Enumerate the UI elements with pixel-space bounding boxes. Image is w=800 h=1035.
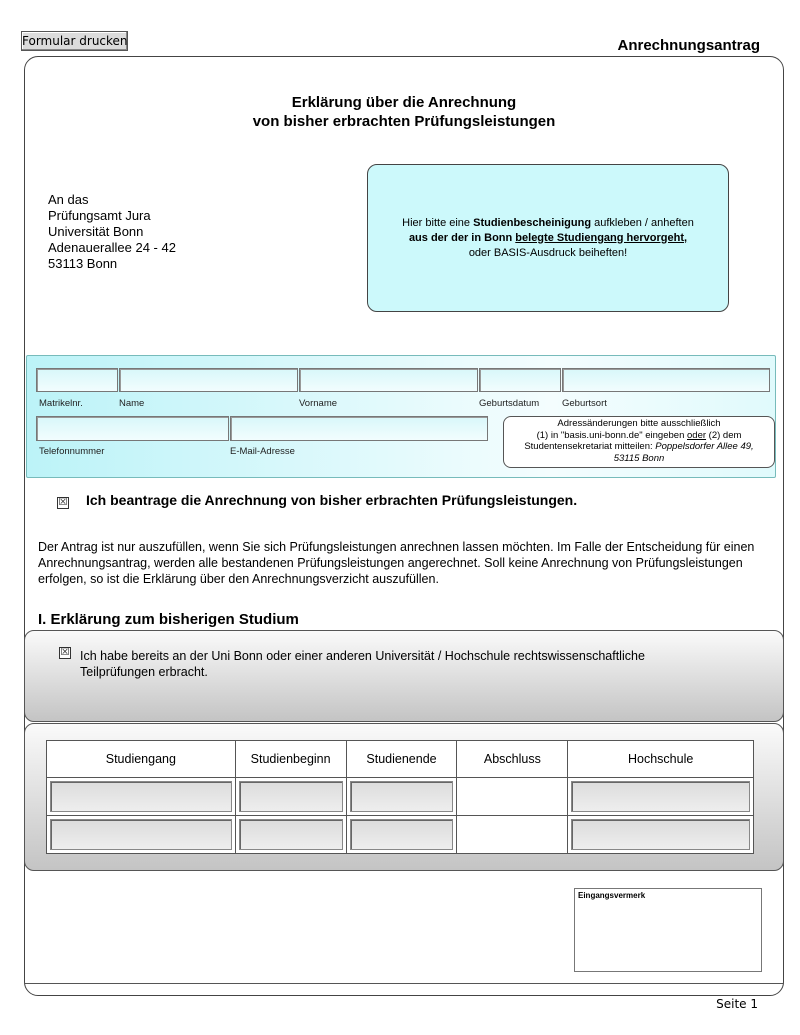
matrikel-label: Matrikelnr. (39, 398, 83, 409)
geburtsdatum-label: Geburtsdatum (479, 398, 540, 409)
address-line: 53113 Bonn (48, 256, 118, 271)
geburtsdatum-field[interactable] (479, 368, 561, 392)
table-header-row (47, 741, 754, 778)
apply-statement: Ich beantrage die Anrechnung von bisher erbrachten Prüfungsleistungen. (86, 492, 578, 508)
address-line: Prüfungsamt Jura (48, 208, 151, 223)
address-change-note (503, 416, 775, 468)
email-label: E-Mail-Adresse (230, 446, 295, 457)
page-number: Seite 1 (716, 997, 758, 1011)
geburtsort-label: Geburtsort (562, 398, 607, 409)
column-header: Hochschule (568, 741, 754, 778)
address-line: Adenauerallee 24 - 42 (48, 240, 176, 255)
title-line-1: Erklärung über die Anrechnung (291, 94, 517, 111)
section-heading: I. Erklärung zum bisherigen Studium (38, 611, 299, 628)
receipt-label: Eingangsvermerk (578, 891, 646, 900)
page-title (24, 93, 784, 131)
table-row (47, 816, 754, 854)
note-line-4: 53115 Bonn (613, 452, 665, 464)
vorname-label: Vorname (299, 398, 338, 409)
prior-study-checkbox[interactable]: ☒ (60, 647, 70, 658)
studienbeginn-input[interactable] (239, 781, 343, 812)
abschluss-cell[interactable] (457, 816, 568, 854)
table-cell (568, 816, 754, 854)
table-cell (568, 778, 754, 816)
address-line: Universität Bonn (48, 224, 144, 239)
column-header: Studiengang (47, 741, 236, 778)
address-line: An das (48, 192, 89, 207)
form-type-label: Anrechnungsantrag (617, 37, 760, 54)
column-header: Studienende (346, 741, 457, 778)
table-cell (235, 778, 346, 816)
note-line-1: Adressänderungen bitte ausschließlich (557, 418, 721, 429)
note-line-2: (1) in "basis.uni-bonn.de" eingeben oder (2) dem (536, 429, 742, 441)
hochschule-input[interactable] (571, 781, 750, 812)
note-line-3: Studentensekretariat mitteilen: Poppelsdorfer Allee 49, (524, 441, 754, 452)
name-field[interactable] (119, 368, 298, 392)
prior-study-statement: Ich habe bereits an der Uni Bonn oder einer anderen Universität / Hochschule rechtswissenschaftliche Teilprüfungen erbracht. (80, 649, 645, 679)
email-field[interactable] (230, 416, 488, 441)
stamp-line-3: oder BASIS-Ausdruck beiheften! (468, 246, 628, 259)
matrikel-field[interactable] (36, 368, 118, 392)
title-line-2: von bisher erbrachten Prüfungsleistungen (252, 113, 556, 130)
table-row (47, 778, 754, 816)
name-label: Name (119, 398, 145, 409)
column-header: Studienbeginn (235, 741, 346, 778)
table-cell (235, 816, 346, 854)
recipient-address (48, 192, 176, 272)
studienende-input[interactable] (350, 781, 454, 812)
studienbeginn-input[interactable] (239, 819, 343, 850)
geburtsort-field[interactable] (562, 368, 770, 392)
studies-table (46, 740, 754, 854)
table-cell (47, 778, 236, 816)
apply-checkbox[interactable]: ☒ (58, 497, 68, 508)
vorname-field[interactable] (299, 368, 478, 392)
studiengang-input[interactable] (50, 819, 232, 850)
stamp-line-1: Hier bitte eine Studienbescheinigung aufkleben / anheften (402, 216, 694, 229)
hochschule-input[interactable] (571, 819, 750, 850)
studienende-input[interactable] (350, 819, 454, 850)
table-cell (346, 816, 457, 854)
studiengang-input[interactable] (50, 781, 232, 812)
receipt-stamp-box (574, 888, 762, 972)
explanation-paragraph: Der Antrag ist nur auszufüllen, wenn Sie sich Prüfungsleistungen anrechnen lassen möchten. Im Falle der Entscheidung für einen Anrechnungsantrag, werden alle bestandenen Prüfungsleistungen angerechnet. Soll keine Anrechnung von Prüfungsleistungen erfolgen, so ist die Erklärung über den Anrechnungsverzicht auszufüllen. (38, 540, 755, 586)
abschluss-cell[interactable] (457, 778, 568, 816)
telefon-label: Telefonnummer (39, 446, 105, 457)
footer-divider (24, 983, 784, 984)
stamp-line-2: aus der der in Bonn belegte Studiengang hervorgeht, (408, 231, 688, 244)
print-form-button[interactable]: Formular drucken (21, 31, 128, 51)
enrollment-certificate-box (367, 164, 729, 312)
column-header: Abschluss (457, 741, 568, 778)
table-cell (47, 816, 236, 854)
table-cell (346, 778, 457, 816)
telefon-field[interactable] (36, 416, 229, 441)
